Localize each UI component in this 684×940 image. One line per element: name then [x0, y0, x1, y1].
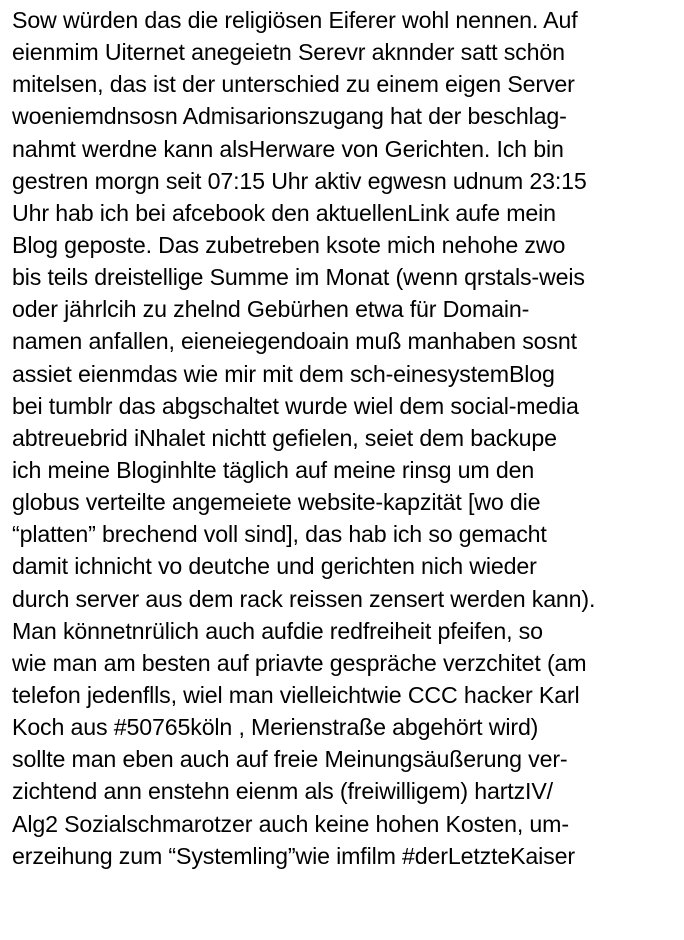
text-line: gestren morgn seit 07:15 Uhr aktiv egwesn udnum 23:15 — [12, 167, 587, 194]
text-line: globus verteilte angemeiete website-kapzität [wo die — [12, 489, 541, 516]
text-line: Man könnetnrülich auch aufdie redfreiheit pfeifen, so — [12, 617, 543, 644]
text-line: bis teils dreistellige Summe im Monat (wenn qrstals-weis — [12, 264, 585, 291]
body-text — [12, 4, 680, 872]
text-line: “platten” brechend voll sind], das hab ich so gemacht — [12, 521, 547, 548]
text-line: Sow würden das die religiösen Eiferer wohl nennen. Auf — [12, 7, 578, 33]
text-line: Koch aus #50765köln , Merienstraße abgehört wird) — [12, 714, 539, 741]
text-line: woeniemdnsosn Admisarionszugang hat der beschlag- — [12, 103, 567, 130]
text-line: eienmim Uiternet anegeietn Serevr aknnder satt schön — [12, 39, 565, 66]
text-line: wie man am besten auf priavte gespräche verzchitet (am — [12, 649, 587, 676]
text-line: bei tumblr das abgschaltet wurde wiel dem social-media — [12, 392, 579, 419]
text-line: Alg2 Sozialschmarotzer auch keine hohen Kosten, um- — [12, 810, 569, 837]
text-line: nahmt werdne kann alsHerware von Gerichten. Ich bin — [12, 135, 564, 162]
text-line: Uhr hab ich bei afcebook den aktuellenLink aufe mein — [12, 199, 556, 226]
text-line: sollte man eben auch auf freie Meinungsäußerung ver- — [12, 746, 568, 773]
text-line: mitelsen, das ist der unterschied zu einem eigen Server — [12, 71, 575, 98]
text-line: damit ichnicht vo deutche und gerichten nich wieder — [12, 553, 537, 580]
text-line: durch server aus dem rack reissen zensert werden kann). — [12, 585, 596, 612]
text-line: ich meine Bloginhlte täglich auf meine rinsg um den — [12, 456, 535, 483]
text-line: oder jährlcih zu zhelnd Gebürhen etwa für Domain- — [12, 296, 530, 323]
text-line: telefon jedenflls, wiel man vielleichtwie CCC hacker Karl — [12, 681, 580, 708]
text-line: erzeihung zum “Systemling”wie imfilm #derLetzteKaiser — [12, 842, 575, 869]
text-line: assiet eienmdas wie mir mit dem sch-einesystemBlog — [12, 360, 555, 387]
text-line: zichtend ann enstehn eienm als (freiwilligem) hartzIV/ — [12, 778, 553, 805]
text-line: namen anfallen, eieneiegendoain muß manhaben sosnt — [12, 328, 577, 355]
text-line: abtreuebrid iNhalet nichtt gefielen, seiet dem backupe — [12, 424, 557, 451]
text-line: Blog geposte. Das zubetreben ksote mich nehohe zwo — [12, 231, 566, 258]
